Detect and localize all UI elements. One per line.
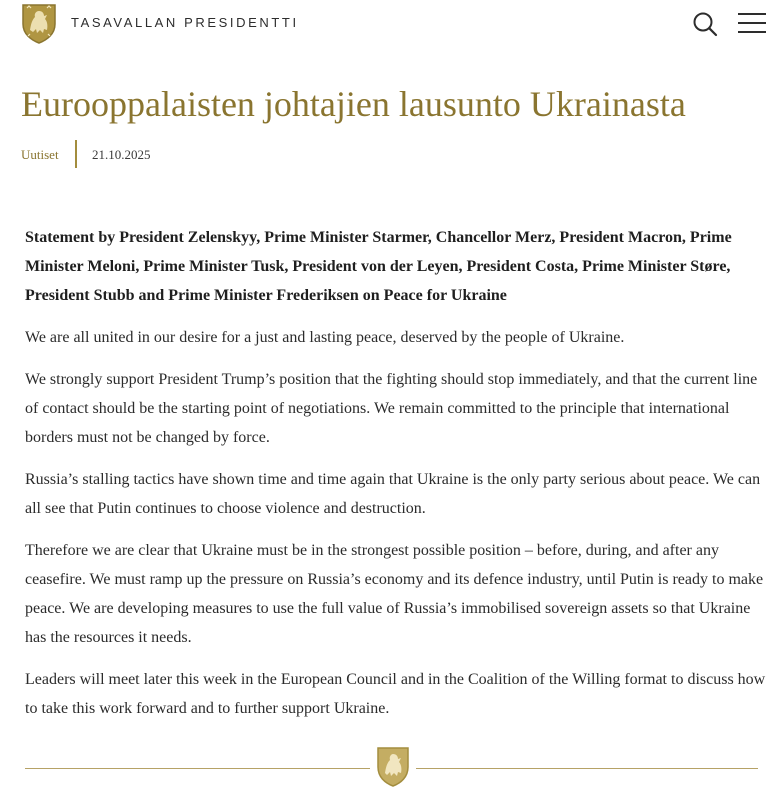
article-paragraph: Russia’s stalling tactics have shown time and time again that Ukraine is the only party serious about peace. We can all see that Putin continues to choose violence and destruction. xyxy=(25,471,761,517)
meta-divider xyxy=(75,140,77,168)
site-header xyxy=(0,0,783,48)
article-paragraph: Leaders will meet later this week in the European Council and in the Coalition of the Willing format to discuss how to take this work forward and to further support Ukraine. xyxy=(25,671,766,717)
footer-crest-icon xyxy=(370,745,416,787)
article-paragraph: We are all united in our desire for a just and lasting peace, deserved by the people of Ukraine. xyxy=(25,329,625,346)
hamburger-menu-icon[interactable] xyxy=(737,11,767,35)
site-title[interactable]: TASAVALLAN PRESIDENTTI xyxy=(71,15,299,30)
finnish-lion-crest-icon[interactable] xyxy=(20,2,58,44)
category-link[interactable]: Uutiset xyxy=(21,147,59,162)
article-paragraph: Therefore we are clear that Ukraine must be in the strongest possible position – before, during, and after any ceasefire. We must ramp up the pressure on Russia’s economy and its defence industry, until Putin is ready to make peace. We are developing measures to use the full value of Russia’s immobilised sovereign assets so that Ukraine has the resources it needs. xyxy=(25,542,764,646)
page-title: Eurooppalaisten johtajien lausunto Ukrainasta xyxy=(21,84,686,124)
article-lead: Statement by President Zelenskyy, Prime Minister Starmer, Chancellor Merz, President Macron, Prime Minister Meloni, Prime Minister Tusk, President von der Leyen, President Costa, Prime Minister Støre, President Stubb and Prime Minister Frederiksen on Peace for Ukraine xyxy=(25,229,732,304)
article-body xyxy=(25,223,770,723)
article-paragraph: We strongly support President Trump’s position that the fighting should stop immediately, and that the current line of contact should be the starting point of negotiations. We remain committed to the principle that international borders must not be changed by force. xyxy=(25,371,758,446)
search-icon[interactable] xyxy=(692,11,718,37)
publish-date: 21.10.2025 xyxy=(92,147,151,162)
